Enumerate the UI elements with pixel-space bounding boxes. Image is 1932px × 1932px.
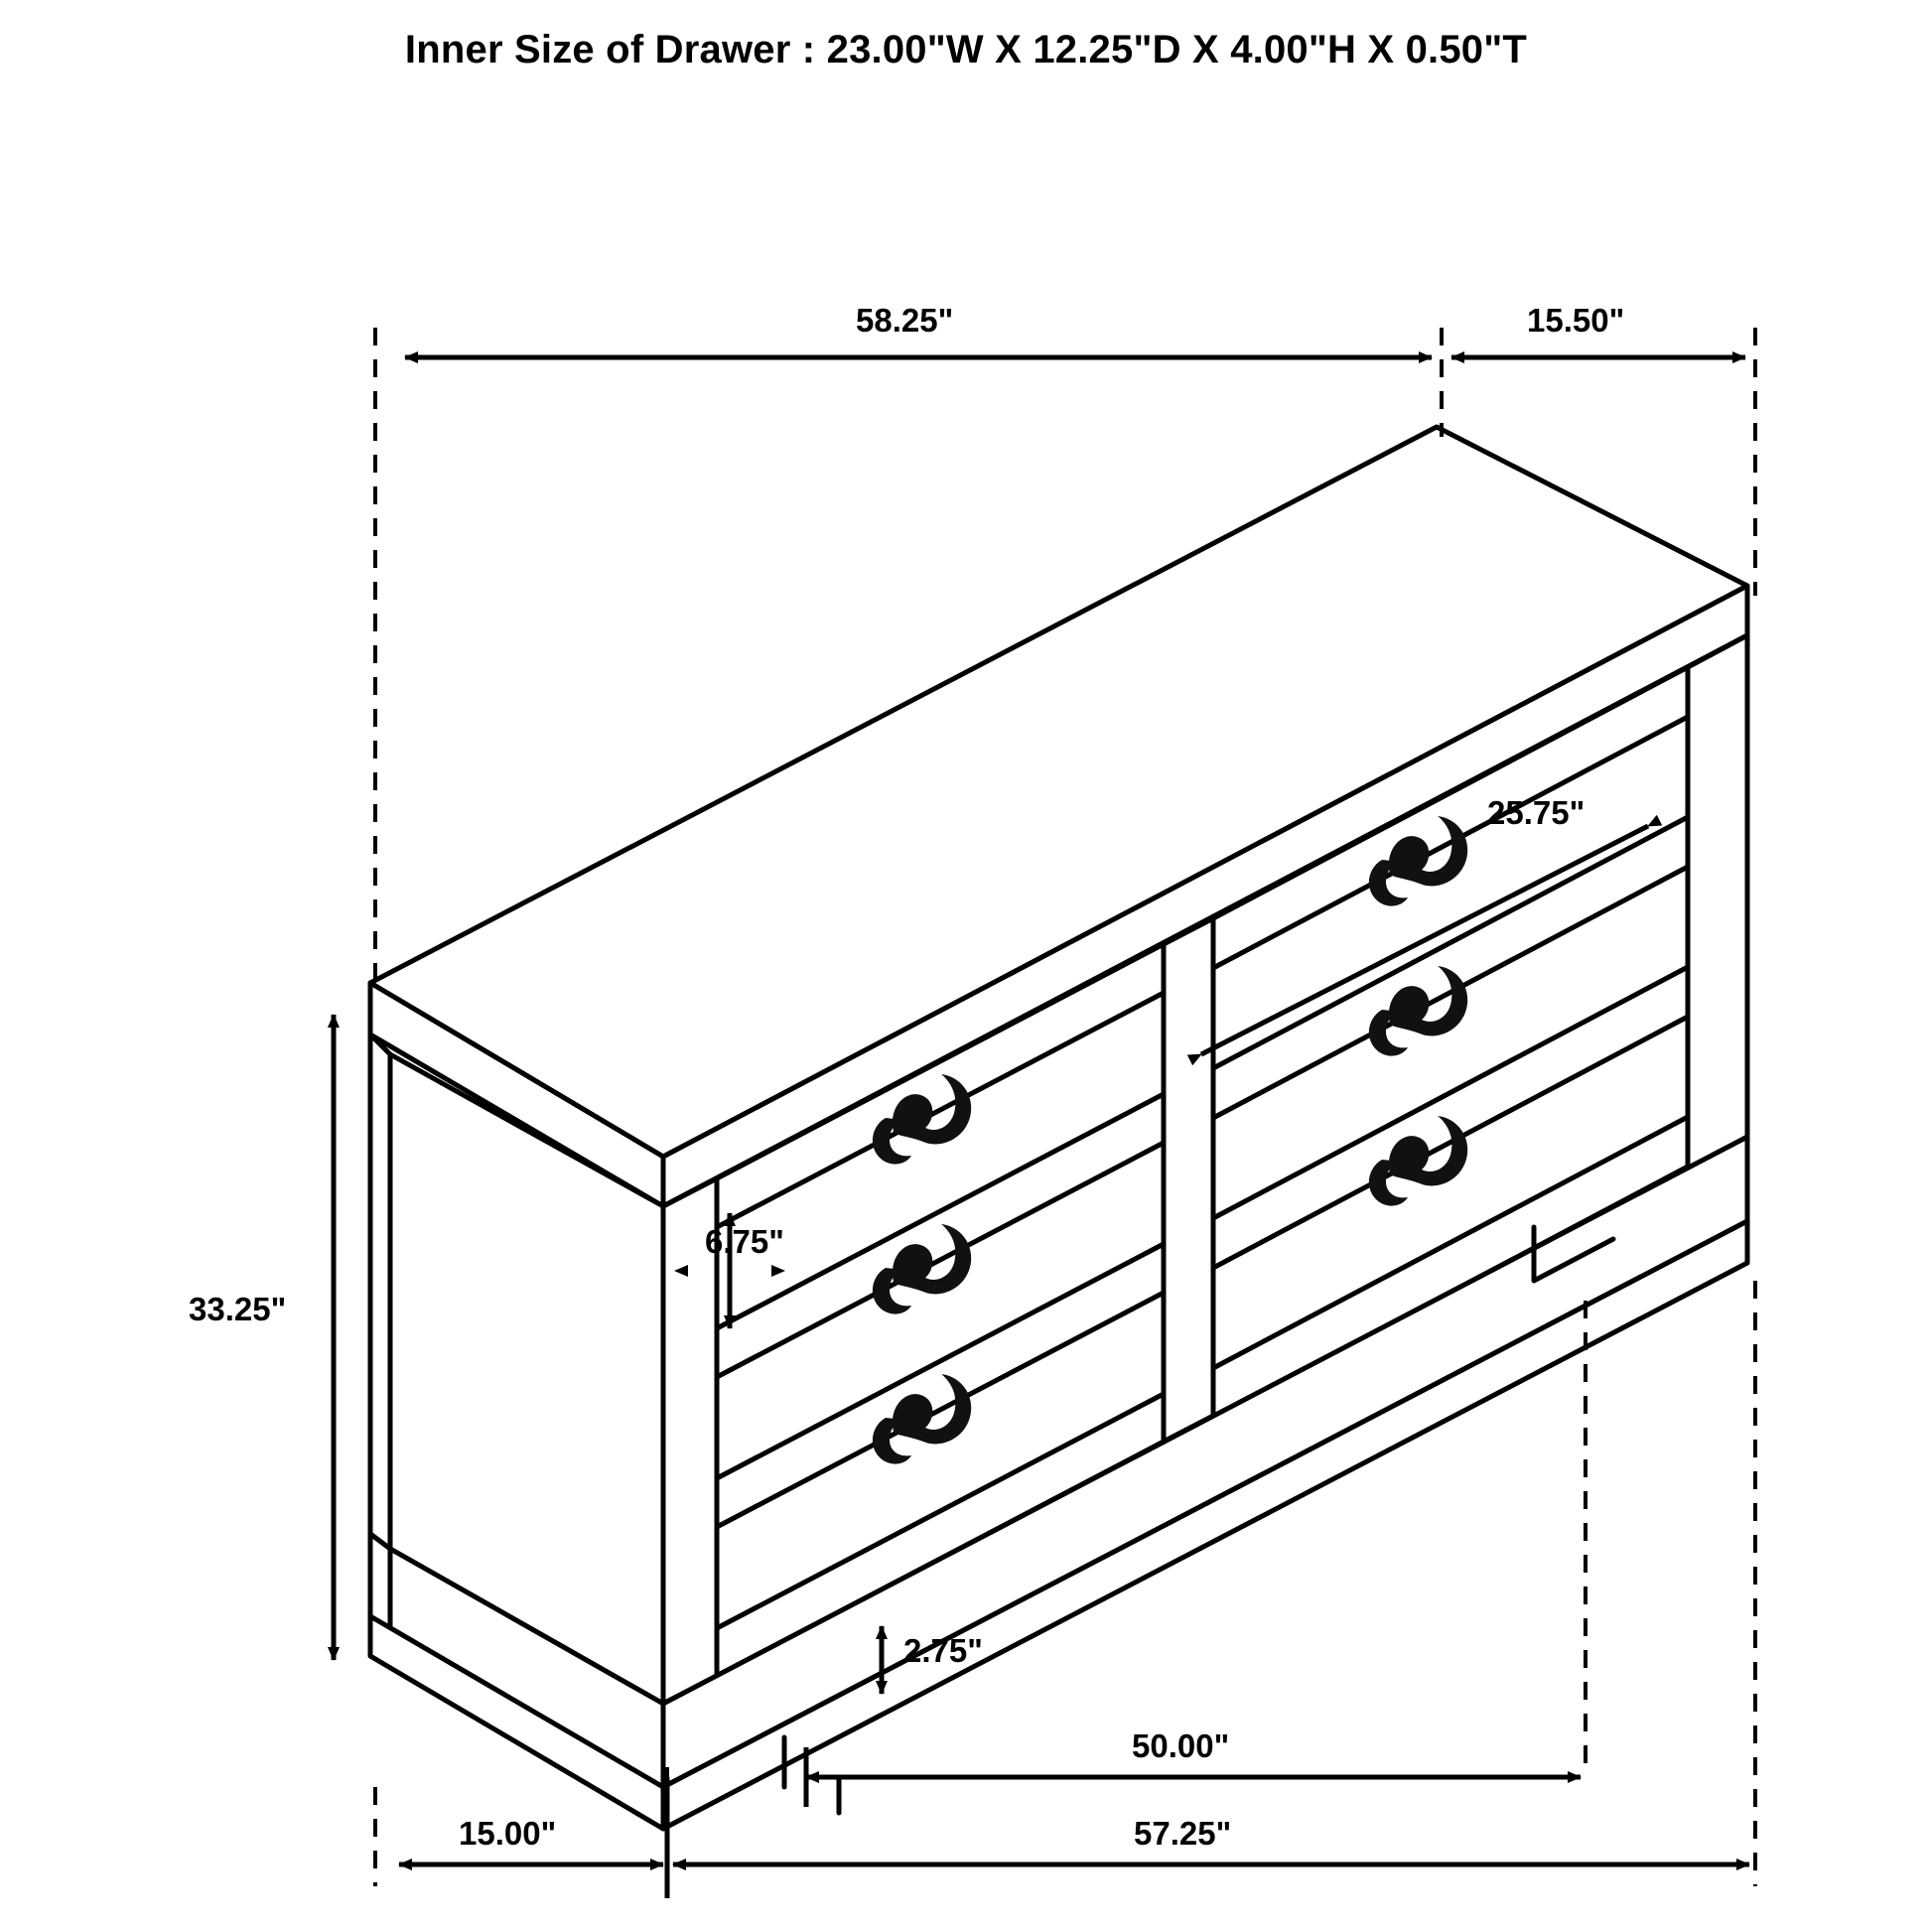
dim-label-drawer-front-height: 6.75" xyxy=(705,1223,784,1260)
dim-label-base-inner-width: 50.00" xyxy=(1132,1727,1230,1764)
dim-label-toe-kick: 2.75" xyxy=(903,1632,983,1669)
dresser-right-stile xyxy=(1688,635,1747,1170)
dim-label-base-width: 57.25" xyxy=(1134,1815,1232,1852)
dim-label-top-width: 58.25" xyxy=(856,302,954,339)
dim-label-overall-height: 33.25" xyxy=(189,1291,287,1327)
dim-label-base-depth: 15.00" xyxy=(459,1815,557,1852)
page-title: Inner Size of Drawer : 23.00"W X 12.25"D X 4.00"H X 0.50"T xyxy=(404,28,1528,71)
dim-label-top-right-depth: 15.50" xyxy=(1527,302,1625,339)
dim-label-drawer-diagonal: 25.75" xyxy=(1487,794,1586,831)
dresser-center-divider xyxy=(1164,918,1213,1442)
